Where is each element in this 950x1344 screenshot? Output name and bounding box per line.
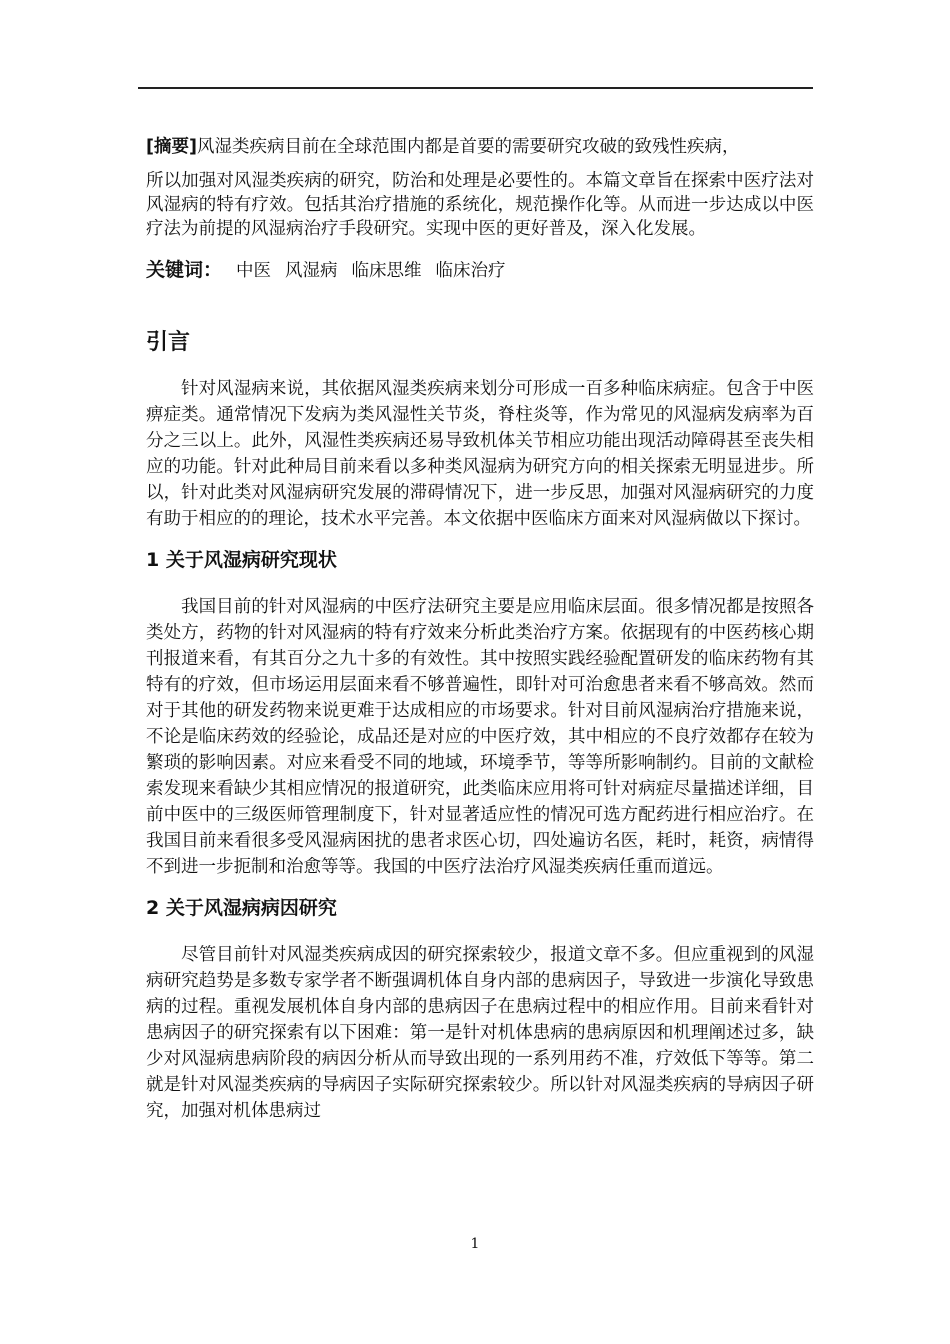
page-content	[146, 135, 814, 1124]
intro-paragraph: 针对风湿病来说，其依据风湿类疾病来划分可形成一百多种临床病症。包含于中医痹症类。通常情况下发病为类风湿性关节炎，脊柱炎等，作为常见的风湿病发病率为百分之三以上。此外，风湿性类疾病还易导致机体关节相应功能出现活动障碍甚至丧失相应的功能。针对此种局目前来看以多种类风湿病为研究方向的相关探索无明显进步。所以，针对此类对风湿病研究发展的滞碍情况下，进一步反思，加强对风湿病研究的力度有助于相应的的理论，技术水平完善。本文依据中医临床方面来对风湿病做以下探讨。	[146, 379, 814, 529]
abstract	[146, 135, 814, 241]
page-number: 1	[470, 1236, 480, 1252]
section-1-heading: 1 关于风湿病研究现状	[146, 549, 337, 571]
abstract-text: 所以加强对风湿类疾病的研究，防治和处理是必要性的。本篇文章旨在探索中医疗法对风湿病的特有疗效。包括其治疗措施的系统化，规范操作化等。从而进一步达成以中医疗法为前提的风湿病治疗手段研究。实现中医的更好普及，深入化发展。	[146, 171, 814, 239]
section-2-heading: 2 关于风湿病病因研究	[146, 897, 337, 919]
abstract-first-line-text: 风湿类疾病目前在全球范围内都是首要的需要研究攻破的致残性疾病，	[197, 137, 740, 157]
keyword: 中医	[236, 261, 272, 281]
keyword: 风湿病	[285, 261, 338, 281]
abstract-first-line	[146, 135, 814, 159]
abstract-label: [摘要]	[146, 137, 197, 157]
header-rule	[138, 87, 813, 89]
intro-heading: 引言	[146, 330, 191, 355]
keyword: 临床思维	[351, 261, 422, 281]
section-2-paragraph: 尽管目前针对风湿类疾病成因的研究探索较少，报道文章不多。但应重视到的风湿病研究趋势是多数专家学者不断强调机体自身内部的患病因子，导致进一步演化导致患病的过程。重视发展机体自身内部的患病因子在患病过程中的相应作用。目前来看针对患病因子的研究探索有以下困难：第一是针对机体患病的患病原因和机理阐述过多，缺少对风湿病患病阶段的病因分析从而导致出现的一系列用药不准，疗效低下等等。第二就是针对风湿类疾病的导病因子实际研究探索较少。所以针对风湿类疾病的导病因子研究，加强对机体患病过	[146, 945, 814, 1121]
section-1-paragraph: 我国目前的针对风湿病的中医疗法研究主要是应用临床层面。很多情况都是按照各类处方，药物的针对风湿病的特有疗效来分析此类治疗方案。依据现有的中医药核心期刊报道来看，有其百分之九十多的有效性。其中按照实践经验配置研发的临床药物有其特有的疗效，但市场运用层面来看不够普遍性，即针对可治愈患者来看不够高效。然而对于其他的研发药物来说更难于达成相应的市场要求。针对目前风湿病治疗措施来说，不论是临床药效的经验论，成品还是对应的中医疗效，其中相应的不良疗效都存在较为繁琐的影响因素。对应来看受不同的地域，环境季节，等等所影响制约。目前的文献检索发现来看缺少其相应情况的报道研究，此类临床应用将可针对病症尽量描述详细，目前中医中的三级医师管理制度下，针对显著适应性的情况可选方配药进行相应治疗。在我国目前来看很多受风湿病困扰的患者求医心切，四处遍访名医，耗时，耗资，病情得不到进一步扼制和治愈等等。我国的中医疗法治疗风湿类疾病任重而道远。	[146, 597, 814, 877]
keywords	[146, 257, 814, 284]
keywords-label: 关键词：	[146, 259, 223, 281]
keyword: 临床治疗	[435, 261, 506, 281]
